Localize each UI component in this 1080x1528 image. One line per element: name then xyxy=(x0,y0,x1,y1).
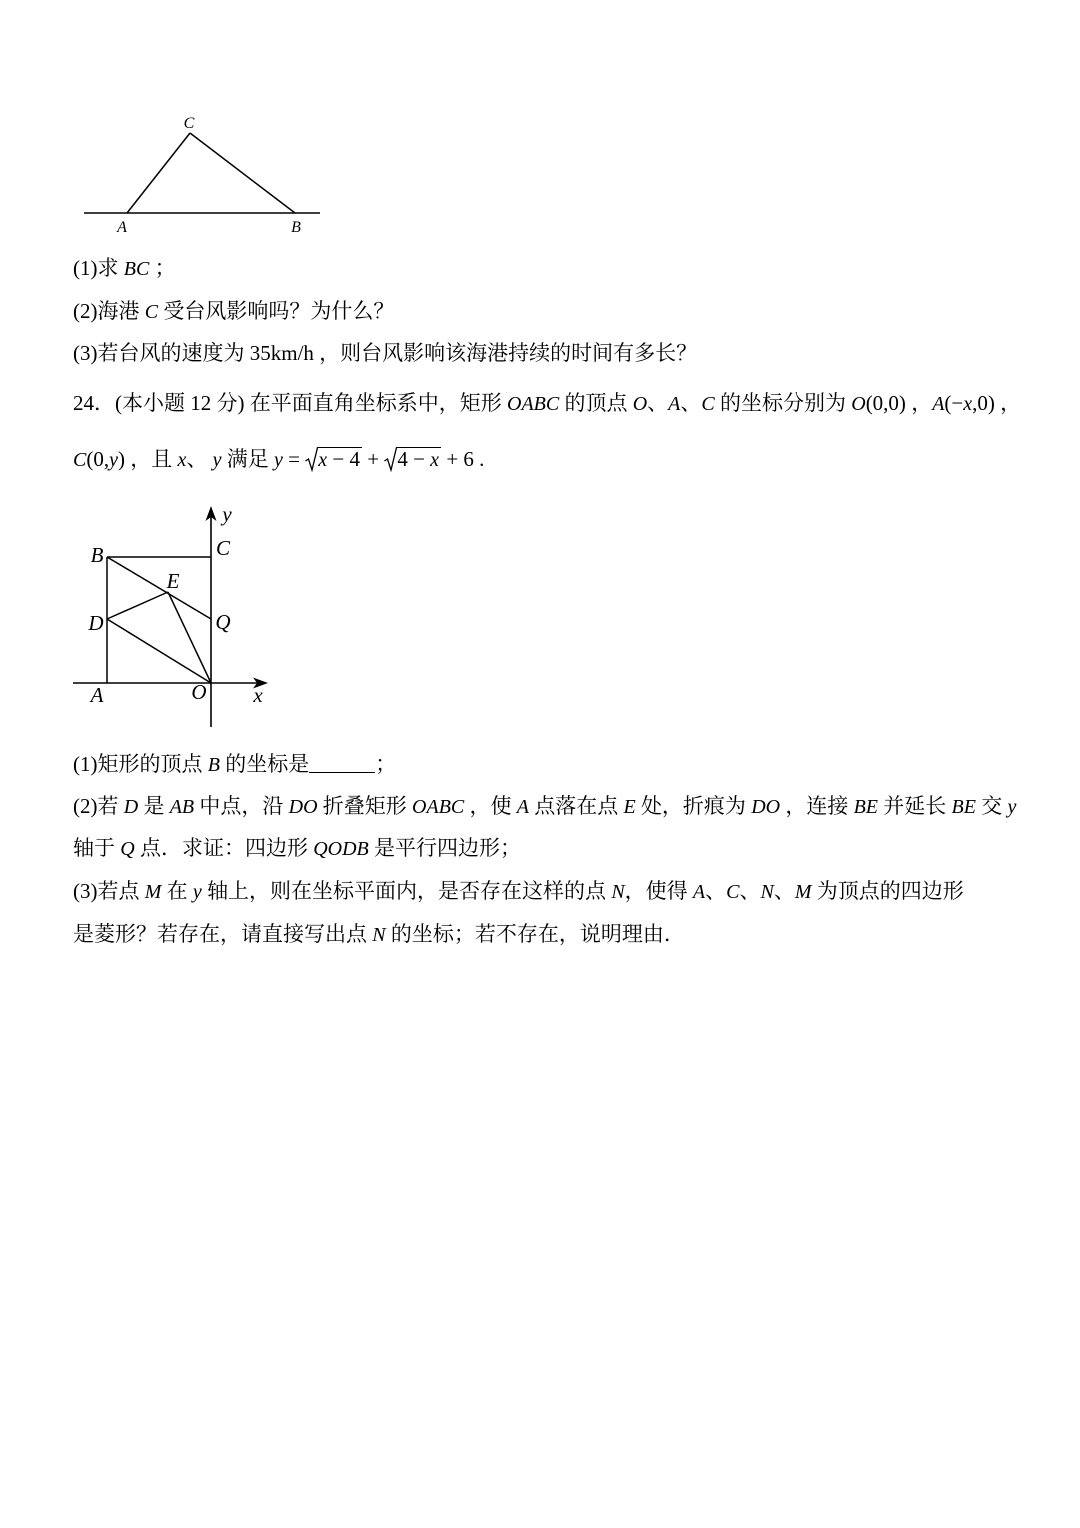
text-run: 、 xyxy=(186,447,213,471)
label-d: D xyxy=(88,611,104,635)
text-run: (0,0) xyxy=(865,391,906,415)
q24-stem-line1 xyxy=(73,389,1021,417)
math-variable: C xyxy=(73,449,87,471)
rectangle-coordinate-figure xyxy=(60,495,290,735)
math-variable: x xyxy=(318,449,328,471)
math-variable: O xyxy=(632,393,648,415)
q24-part1 xyxy=(73,750,396,778)
text-run: 4 − xyxy=(397,447,431,471)
math-variable: A xyxy=(932,393,945,415)
text-run: 、 xyxy=(647,391,669,415)
text-run: 、 xyxy=(705,879,727,903)
math-variable: OABC xyxy=(412,796,465,818)
math-variable: A xyxy=(692,881,706,903)
radical xyxy=(305,445,362,473)
text-run: − 4 xyxy=(327,447,360,471)
radicand xyxy=(396,447,441,471)
text-run: 点．求证：四边形 xyxy=(134,836,314,860)
math-variable: QODB xyxy=(313,838,369,860)
math-variable: M xyxy=(144,881,162,903)
text-run: (1)求 xyxy=(73,256,124,280)
math-variable: O xyxy=(851,393,866,415)
text-run: ，使 xyxy=(464,794,517,818)
text-run: 处，折痕为 xyxy=(635,794,752,818)
math-variable: BC xyxy=(123,258,150,280)
text-run: 是 xyxy=(138,794,170,818)
text-run: (2)海港 xyxy=(73,299,145,323)
text-run: 为顶点的四边形 xyxy=(811,879,964,903)
math-variable: y xyxy=(109,449,118,471)
label-a: A xyxy=(117,219,127,236)
text-run: (0, xyxy=(86,447,110,471)
math-variable: DO xyxy=(288,796,318,818)
q24-part3-line1 xyxy=(73,877,964,905)
math-variable: BE xyxy=(951,796,976,818)
label-x: x xyxy=(253,683,263,707)
text-run: + 6 . xyxy=(441,447,485,471)
math-variable: BE xyxy=(853,796,879,818)
text-run: 在 xyxy=(161,879,193,903)
text-run: 并延长 xyxy=(878,794,952,818)
text-run: 24．(本小题 12 分) 在平面直角坐标系中，矩形 xyxy=(73,391,507,415)
math-variable: y xyxy=(212,449,222,471)
text-run: ； xyxy=(149,256,176,280)
math-variable: C xyxy=(701,393,715,415)
side-ac xyxy=(127,133,190,213)
math-variable: A xyxy=(516,796,529,818)
text-run: 、 xyxy=(680,391,702,415)
math-variable: N xyxy=(611,881,625,903)
text-run: 轴上，则在坐标平面内，是否存在这样的点 xyxy=(201,879,612,903)
text-run: ， xyxy=(905,391,933,415)
q23-part3 xyxy=(73,339,697,367)
label-q: Q xyxy=(215,610,231,634)
answer-blank xyxy=(309,752,375,773)
q23-part2 xyxy=(73,297,394,325)
text-run: ， xyxy=(994,391,1022,415)
label-c: C xyxy=(215,536,231,560)
q24-part2-line1 xyxy=(73,792,1016,820)
math-variable: y xyxy=(274,449,283,471)
text-run: + xyxy=(361,447,385,471)
text-run: 是平行四边形； xyxy=(368,836,521,860)
text-run: ,0) xyxy=(972,391,995,415)
math-variable: OABC xyxy=(507,393,560,415)
radical xyxy=(384,445,441,473)
math-variable: DO xyxy=(751,796,781,818)
text-run: 的坐标是 xyxy=(219,752,310,776)
math-variable: AB xyxy=(169,796,195,818)
math-variable: E xyxy=(623,796,636,818)
text-run: (3)若台风的速度为 35km/h ，则台风影响该海港持续的时间有多长？ xyxy=(73,341,698,365)
text-run: 受台风影响吗？为什么？ xyxy=(158,299,395,323)
text-run: ，且 xyxy=(124,447,178,471)
text-run: ，连接 xyxy=(780,794,854,818)
text-run: (2)若 xyxy=(73,794,124,818)
math-variable: y xyxy=(1007,796,1017,818)
label-e: E xyxy=(166,569,180,593)
math-variable: C xyxy=(726,881,740,903)
math-variable: x xyxy=(177,449,187,471)
q24-stem-line2 xyxy=(73,445,484,473)
text-run: ，使得 xyxy=(624,879,693,903)
math-variable: x xyxy=(963,393,973,415)
math-variable: Q xyxy=(120,838,135,860)
q24-part2-line2 xyxy=(73,834,521,862)
label-c: C xyxy=(183,115,195,132)
label-b: B xyxy=(90,543,104,567)
label-a: A xyxy=(90,683,104,707)
math-variable: A xyxy=(668,393,681,415)
text-run: 是菱形？若存在，请直接写出点 xyxy=(73,922,373,946)
math-variable: B xyxy=(207,754,220,776)
text-run: (3)若点 xyxy=(73,879,145,903)
text-run: = xyxy=(282,447,306,471)
q23-part1 xyxy=(73,254,176,282)
segment-de xyxy=(107,592,168,619)
text-run: 折叠矩形 xyxy=(317,794,413,818)
math-variable: N xyxy=(372,924,386,946)
text-run: 的顶点 xyxy=(559,391,633,415)
label-o: O xyxy=(191,680,207,704)
text-run: ； xyxy=(375,752,397,776)
math-variable: M xyxy=(794,881,812,903)
text-run: 中点，沿 xyxy=(194,794,289,818)
math-variable: C xyxy=(144,301,159,323)
triangle-abc-figure xyxy=(0,0,400,250)
math-variable: x xyxy=(430,449,440,471)
text-run: 满足 xyxy=(221,447,275,471)
text-run: 的坐标；若不存在，说明理由． xyxy=(385,922,685,946)
text-run: 的坐标分别为 xyxy=(714,391,852,415)
math-variable: y xyxy=(192,881,202,903)
math-variable: N xyxy=(760,881,774,903)
text-run: (− xyxy=(944,391,964,415)
text-run: (1)矩形的顶点 xyxy=(73,752,208,776)
q24-part3-line2 xyxy=(73,920,685,948)
label-b: B xyxy=(291,219,301,236)
text-run: 交 xyxy=(975,794,1008,818)
text-run: ) xyxy=(117,447,125,471)
math-variable: D xyxy=(123,796,139,818)
text-run: 点落在点 xyxy=(528,794,624,818)
text-run: 、 xyxy=(739,879,761,903)
label-y: y xyxy=(222,502,232,526)
side-cb xyxy=(190,133,295,213)
text-run: 轴于 xyxy=(73,836,121,860)
segment-bq xyxy=(107,557,211,619)
text-run: 、 xyxy=(773,879,795,903)
radicand xyxy=(317,447,362,471)
